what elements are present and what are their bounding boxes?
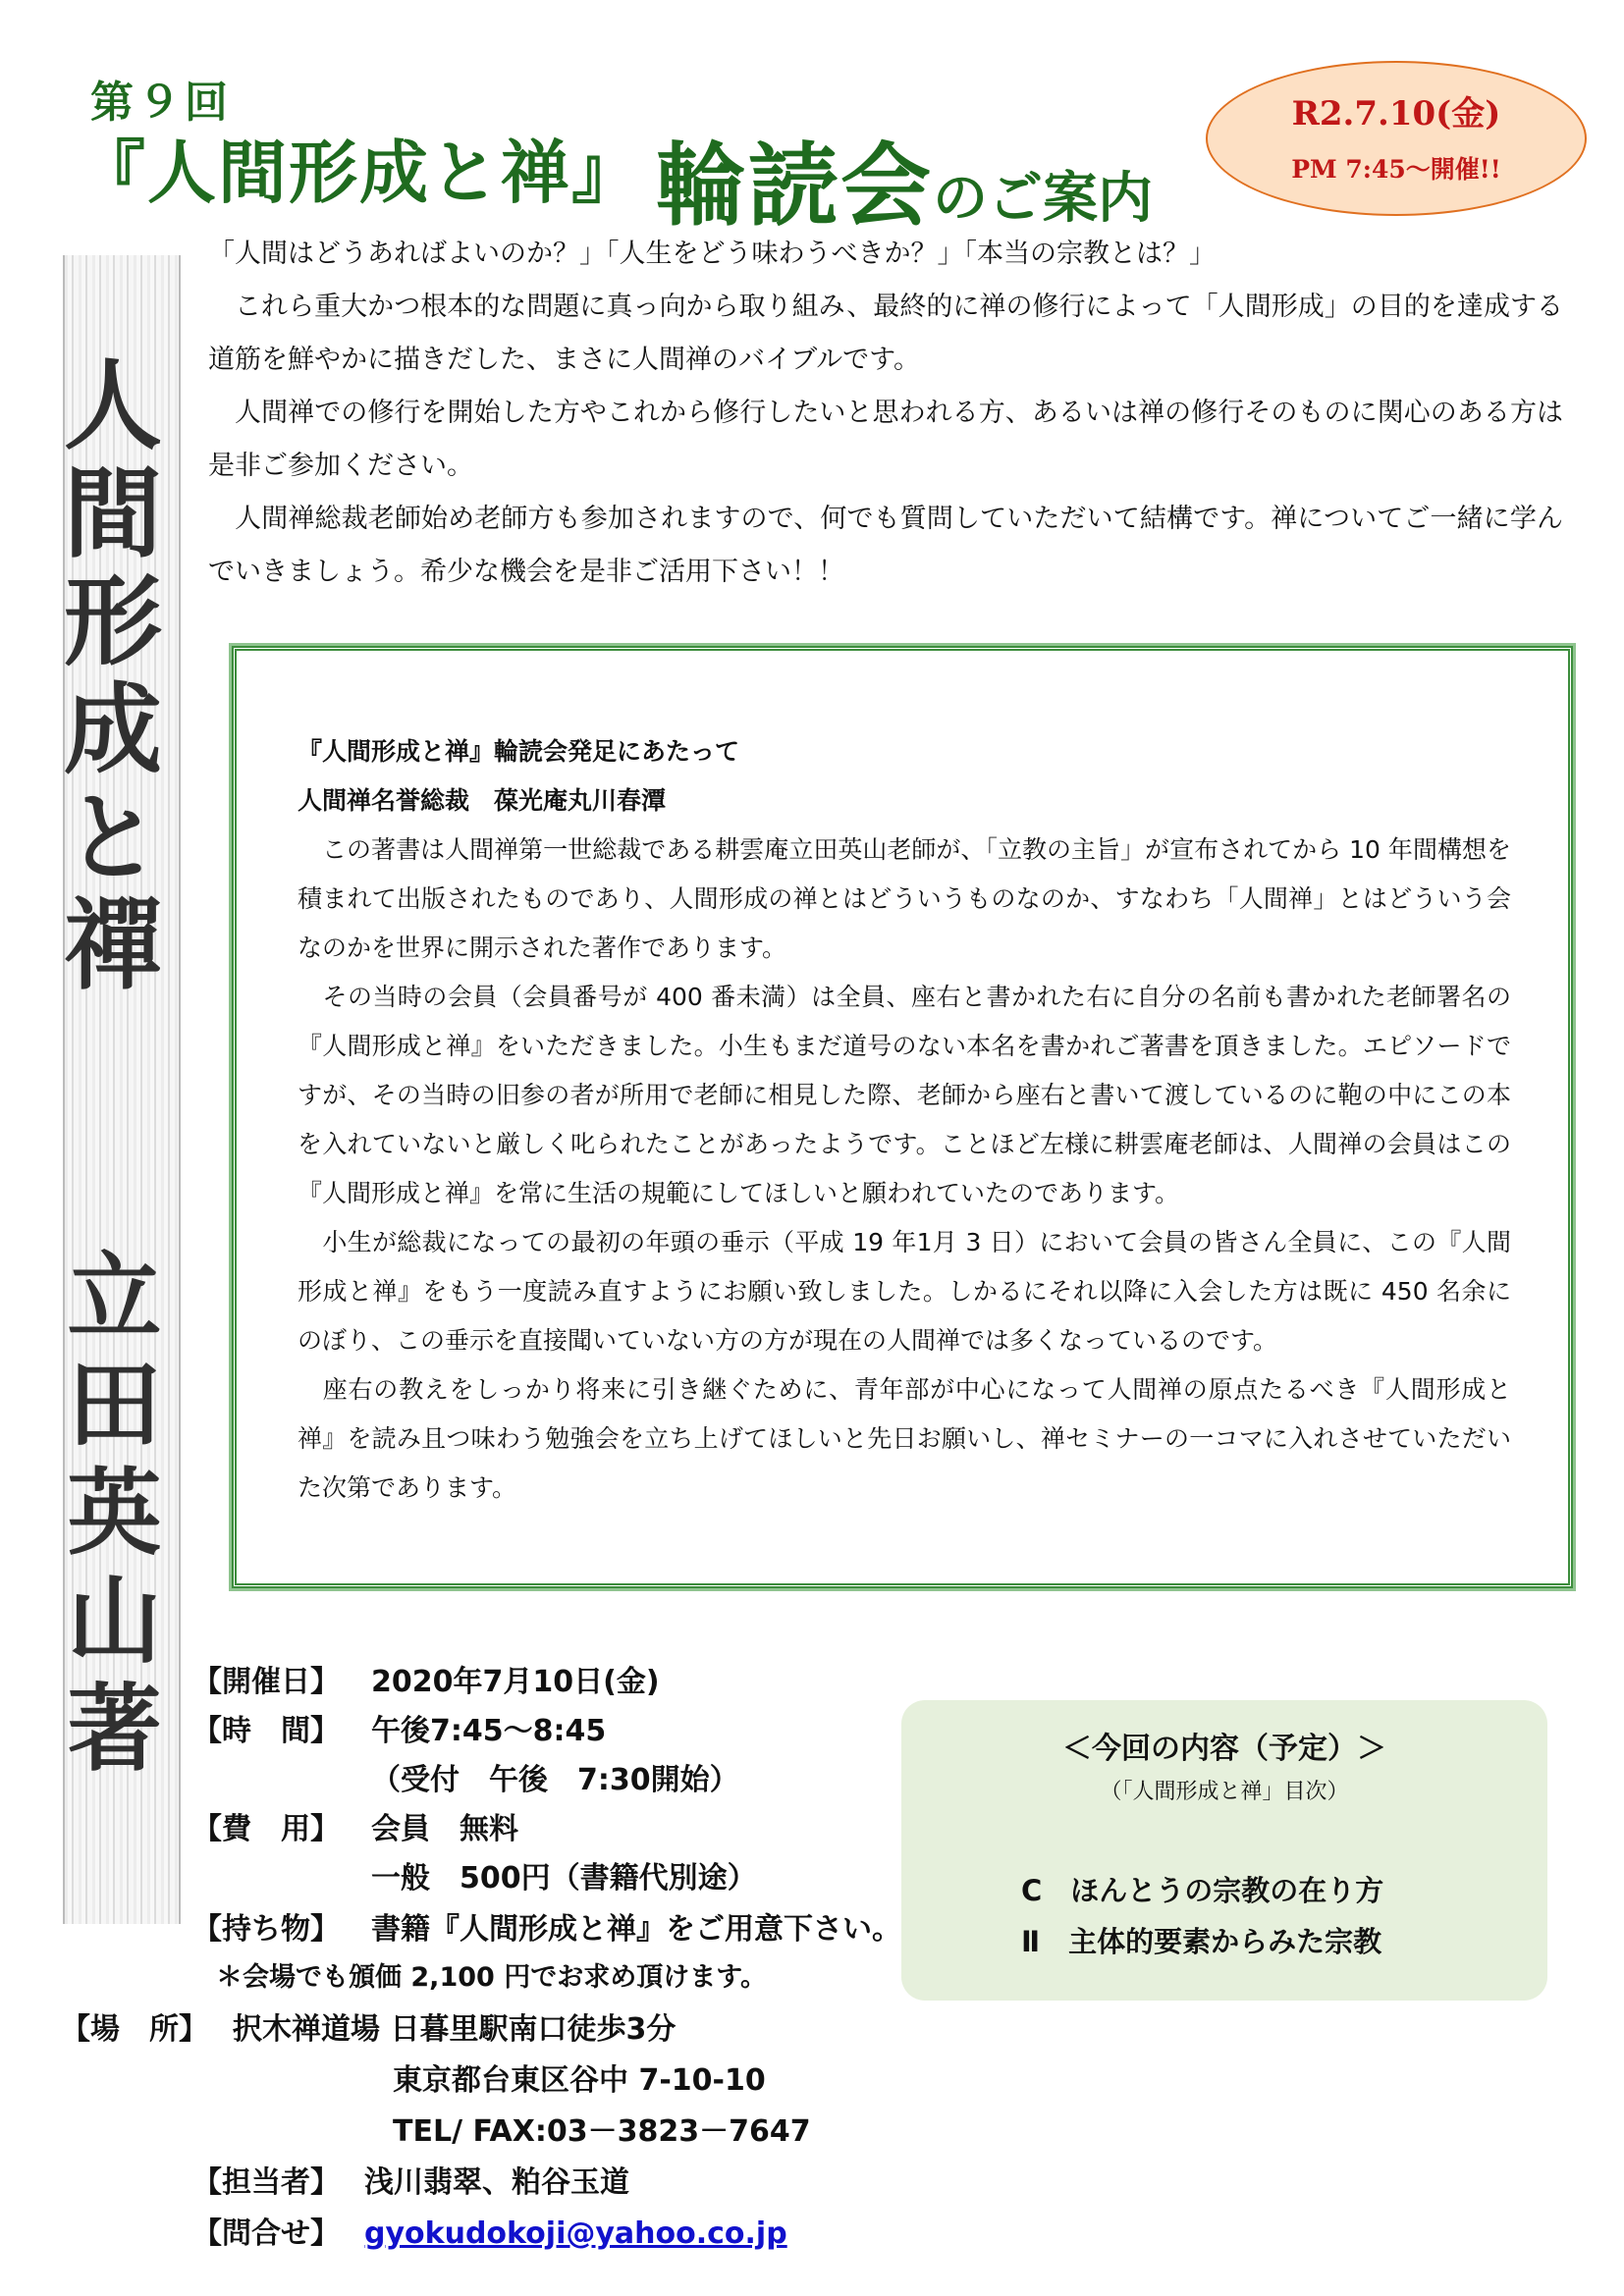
detail-fee xyxy=(192,1804,518,1847)
address: 東京都台東区谷中 7-10-10 xyxy=(393,2063,766,2098)
contents-panel xyxy=(901,1700,1547,2001)
strip-title: 人間形成と禪 xyxy=(47,353,162,1001)
fee-general: 一般 500円（書籍代別途） xyxy=(371,1861,757,1896)
intro-paragraph-1: 「人間はどうあればよいのか？」「人生をどう味わうべきか？」「本当の宗教とは？」 xyxy=(208,239,1216,269)
detail-date xyxy=(192,1657,660,1700)
inquiry-label: 【問合せ】 xyxy=(192,2216,340,2251)
bring-note: ＊会場でも頒価 2,100 円でお求め頂けます。 xyxy=(216,1962,768,1993)
detail-bring xyxy=(192,1904,901,1948)
book-title: 『人間形成と禅』 xyxy=(77,133,642,213)
message-paragraph-2: その当時の会員（会員番号が 400 番未満）は全員、座右と書かれた右に自分の名前も書かれた老師署名の『人間形成と禅』をいただきました。小生もまだ道号のない本名を書かれご著書を頂きました。エピソードですが、その当時の旧参の者が所用で老師に相見した際、老師から座右と書いて渡しているのに鞄の中にこの本を入れていないと厳しく叱られたことがあったようです。ことほど左様に耕雲庵老師は、人間禅の会員はこの『人間形成と禅』を常に生活の規範にしてほしいと願われていたのであります。 xyxy=(298,983,1511,1207)
intro-text xyxy=(208,228,1563,599)
email-link[interactable]: gyokudokoji@yahoo.co.jp xyxy=(364,2216,787,2251)
date-bubble xyxy=(1206,61,1587,216)
message-heading: 『人間形成と禅』輪読会発足にあたって xyxy=(298,737,740,766)
bring-label: 【持ち物】 xyxy=(192,1912,340,1947)
time-value: 午後7:45～8:45 xyxy=(371,1714,607,1748)
message-box xyxy=(232,646,1573,1588)
bubble-date: R2.7.10(金) xyxy=(1291,94,1501,133)
fee-member: 会員 無料 xyxy=(371,1812,518,1846)
reception-time: （受付 午後 7:30開始） xyxy=(371,1763,739,1797)
contents-item-1: C ほんとうの宗教の在り方 xyxy=(1021,1874,1384,1907)
contact-value: 浅川翡翠、粕谷玉道 xyxy=(364,2165,629,2200)
intro-paragraph-2: これら重大かつ根本的な問題に真っ向から取り組み、最終的に禅の修行によって「人間形成」の目的を達成する道筋を鮮やかに描きだした、まさに人間禅のバイブルです。 xyxy=(208,292,1563,375)
issue-number: 第９回 xyxy=(90,78,232,128)
place-value: 択木禅道場 日暮里駅南口徒歩3分 xyxy=(233,2012,677,2047)
intro-paragraph-3: 人間禅での修行を開始した方やこれから修行したいと思われる方、あるいは禅の修行そのものに関心のある方は是非ご参加ください。 xyxy=(208,398,1563,481)
place-label: 【場 所】 xyxy=(61,2012,208,2047)
detail-inquiry xyxy=(192,2209,787,2252)
bubble-time: PM 7:45～開催!! xyxy=(1291,155,1501,184)
fee-label: 【費 用】 xyxy=(192,1812,340,1846)
contents-subtitle: （「人間形成と禅」目次） xyxy=(1100,1780,1349,1804)
bring-value: 書籍『人間形成と禅』をご用意下さい。 xyxy=(371,1912,901,1947)
message-paragraph-1: この著書は人間禅第一世総裁である耕雲庵立田英山老師が、「立教の主旨」が宣布されてから 10 年間構想を積まれて出版されたものであり、人間形成の禅とはどういうものなのか、すなわち「人間禅」とはどういう会なのかを世界に開示された著作であります。 xyxy=(298,835,1511,962)
calligraphy-strip xyxy=(47,255,181,1924)
contact-label: 【担当者】 xyxy=(192,2165,340,2200)
message-paragraph-3: 小生が総裁になっての最初の年頭の垂示（平成 19 年1月 3 日）において会員の皆さん全員に、この『人間形成と禅』をもう一度読み直すようにお願い致しました。しかるにそれ以降に入会した方は既に 450 名余にのぼり、この垂示を直接聞いていない方の方が現在の人間禅では多くなっているのです。 xyxy=(298,1228,1511,1355)
detail-contact xyxy=(192,2158,629,2201)
intro-paragraph-4: 人間禅総裁老師始め老師方も参加されますので、何でも質問していただいて結構です。禅についてご一緒に学んでいきましょう。希少な機会を是非ご活用下さい！！ xyxy=(208,504,1563,587)
event-title-suffix: のご案内 xyxy=(933,167,1154,231)
event-title-main: 輪読会 xyxy=(656,133,934,239)
message-paragraph-4: 座右の教えをしっかり将来に引き継ぐために、青年部が中心になって人間禅の原点たるべき『人間形成と禅』を読み且つ味わう勉強会を立ち上げてほしいと先日お願いし、禅セミナーの一コマに入れさせていただいた次第であります。 xyxy=(298,1375,1511,1502)
contents-item-2: Ⅱ 主体的要素からみた宗教 xyxy=(1021,1925,1382,1958)
detail-place xyxy=(61,2004,676,2048)
detail-time xyxy=(192,1706,606,1749)
contents-title: ＜今回の内容（予定）＞ xyxy=(1062,1732,1386,1766)
strip-author: 立田英山著 xyxy=(52,1247,162,1787)
message-content xyxy=(298,727,1511,1513)
phone-fax: TEL/ FAX:03－3823－7647 xyxy=(393,2114,811,2149)
time-label: 【時 間】 xyxy=(192,1714,340,1748)
date-label: 【開催日】 xyxy=(192,1665,340,1699)
message-author: 人間禅名誉総裁 葆光庵丸川春潭 xyxy=(298,786,667,815)
event-title xyxy=(656,114,1153,243)
date-value: 2020年7月10日(金) xyxy=(371,1665,660,1699)
